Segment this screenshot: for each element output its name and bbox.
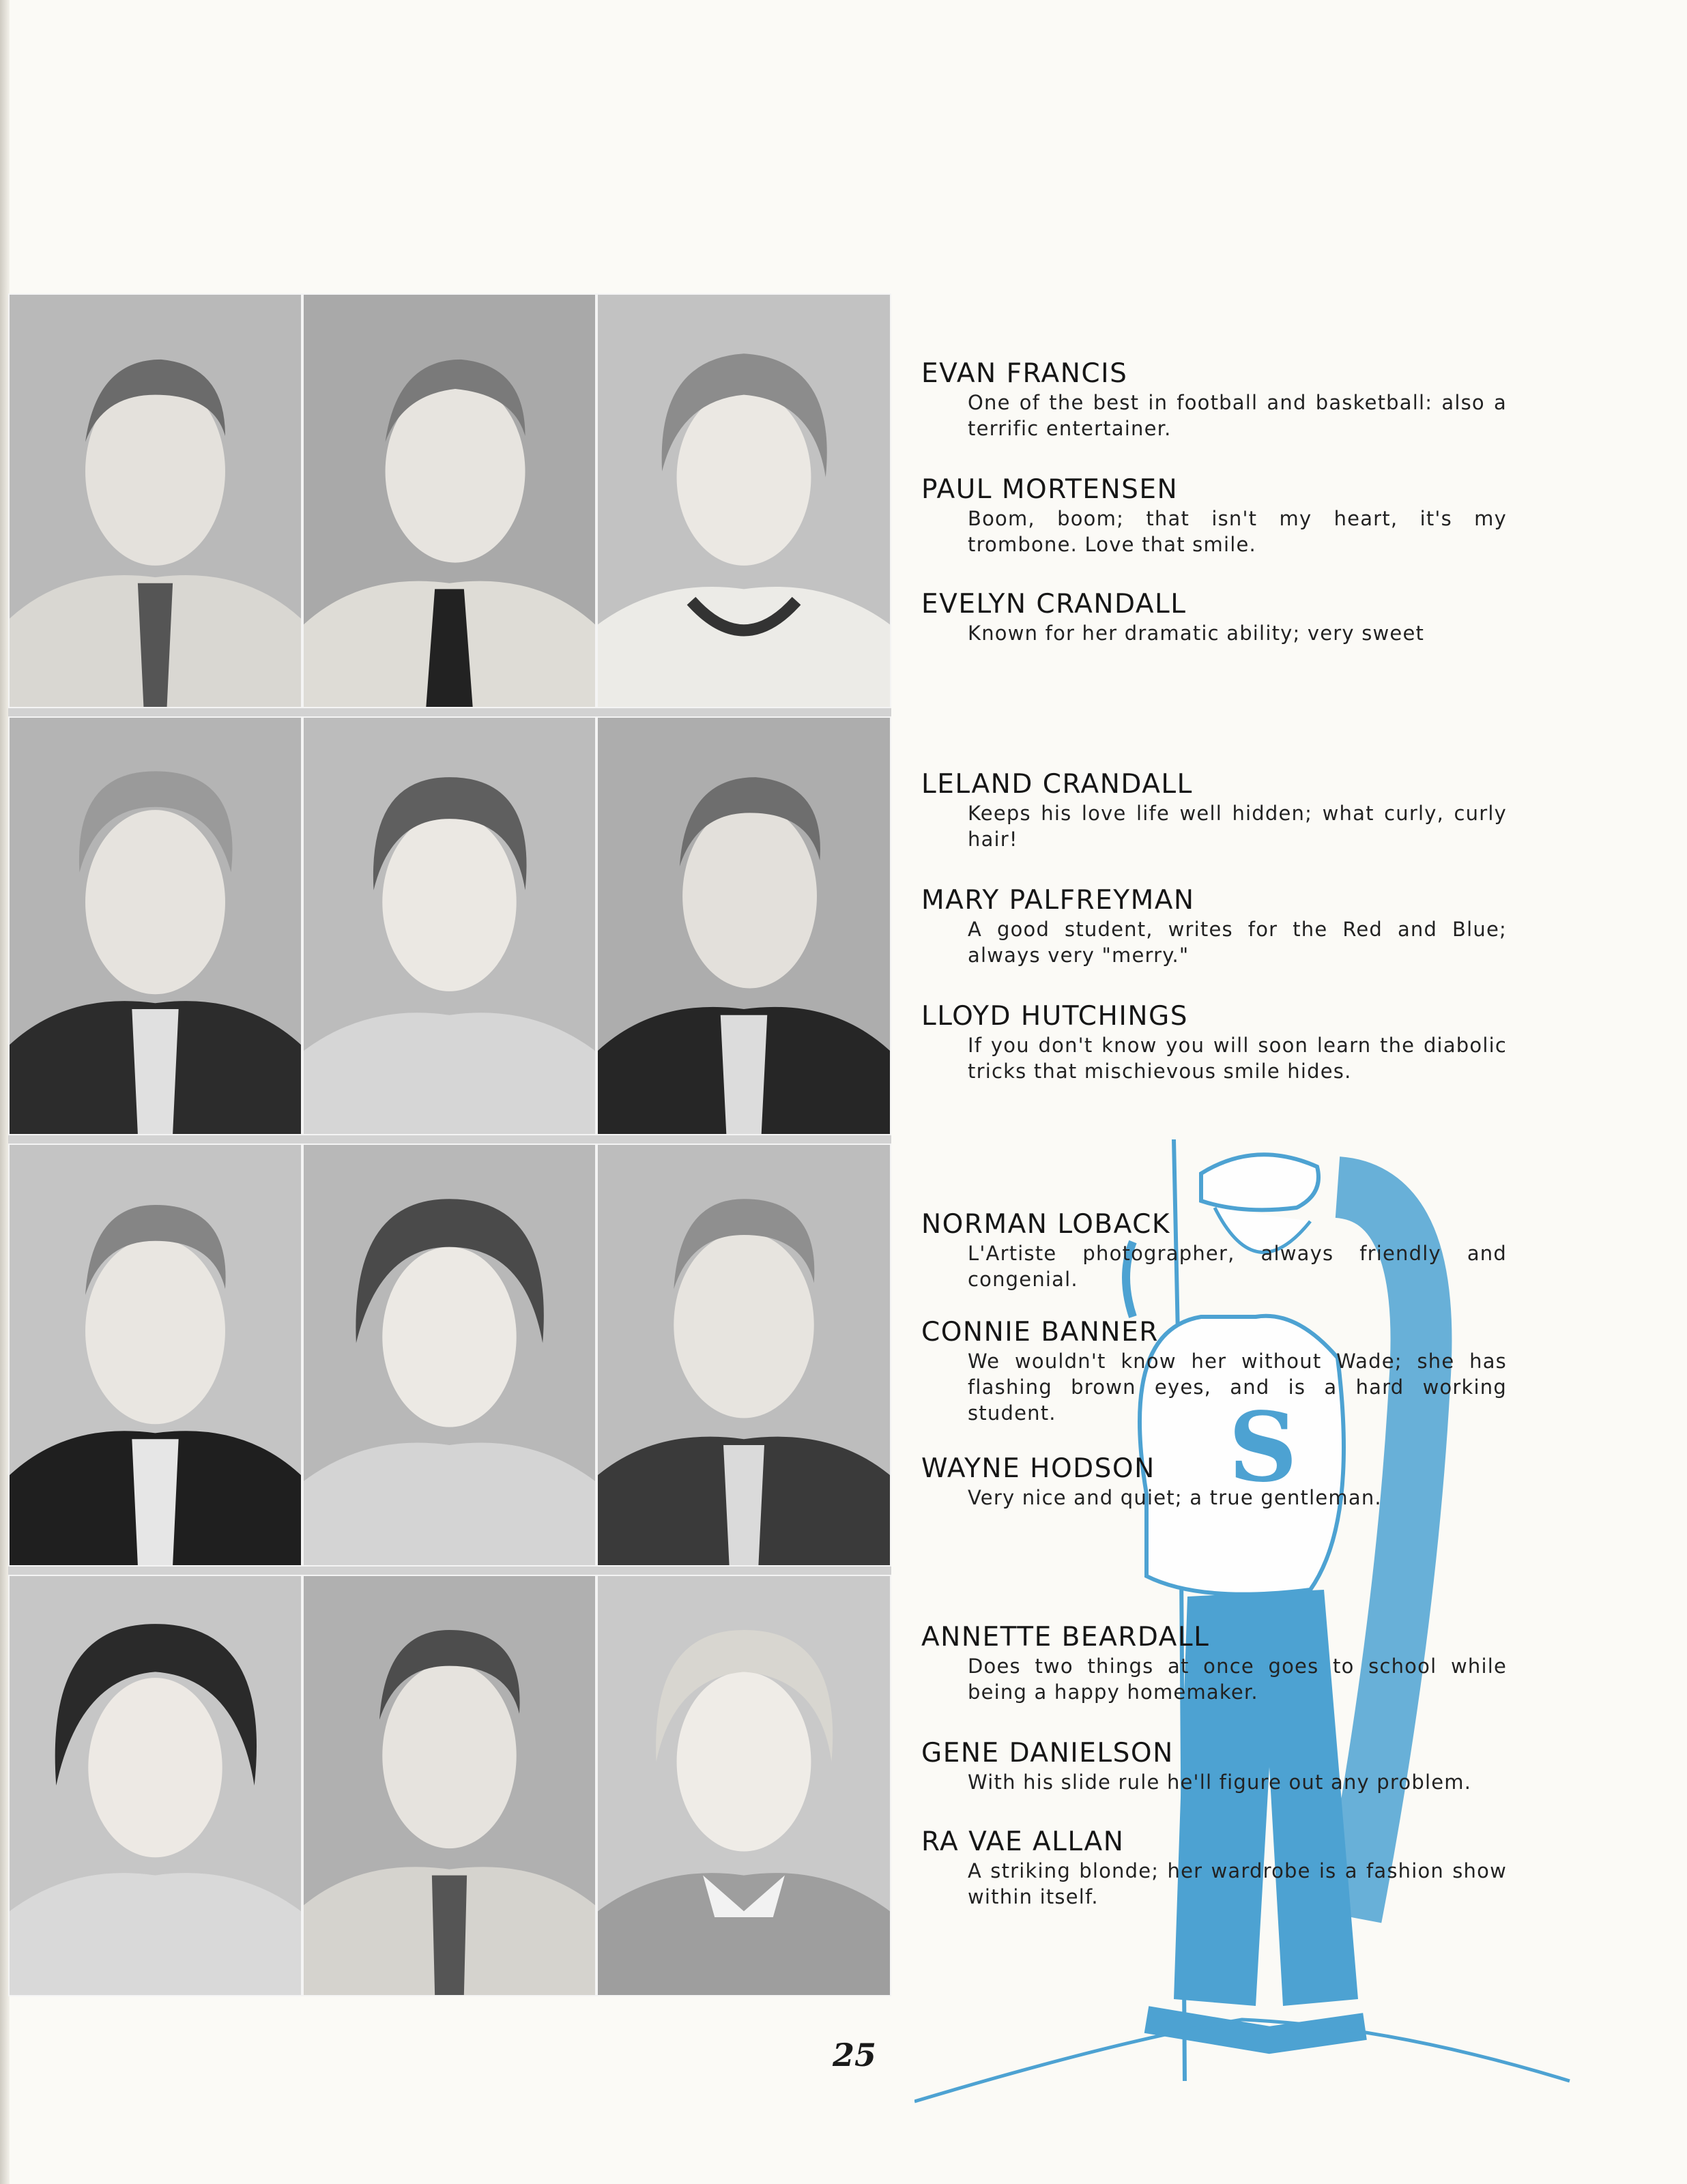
student-name: NORMAN LOBACK xyxy=(921,1209,1170,1240)
portrait-photo-evelyn-crandall xyxy=(596,293,891,708)
student-entry xyxy=(921,885,1508,968)
student-name: EVELYN CRANDALL xyxy=(921,589,1187,620)
portrait-photo-mary-palfreyman xyxy=(302,716,596,1135)
student-entry xyxy=(921,1738,1508,1795)
portrait-photo-connie-banner xyxy=(302,1144,596,1567)
student-name: CONNIE BANNER xyxy=(921,1317,1159,1348)
portrait-photo-grid xyxy=(8,293,891,1996)
student-description: One of the best in football and basketball: also a terrific entertainer. xyxy=(968,391,1507,440)
student-description: With his slide rule he'll figure out any problem. xyxy=(968,1771,1472,1794)
portrait-photo-norman-loback xyxy=(8,1144,302,1567)
portrait-photo-ra-vae-allan xyxy=(596,1575,891,1996)
student-name: ANNETTE BEARDALL xyxy=(921,1622,1210,1652)
student-description: We wouldn't know her without Wade; she has flashing brown eyes, and is a hard working student. xyxy=(968,1350,1507,1425)
student-name: EVAN FRANCIS xyxy=(921,358,1128,389)
student-description: L'Artiste photographer, always friendly and congenial. xyxy=(968,1242,1507,1291)
page-number: 25 xyxy=(833,2037,877,2073)
student-description: Very nice and quiet; a true gentleman. xyxy=(968,1486,1382,1509)
student-name: LLOYD HUTCHINGS xyxy=(921,1001,1189,1032)
student-entry xyxy=(921,1209,1508,1292)
portrait-photo-lloyd-hutchings xyxy=(596,716,891,1135)
student-description: A striking blonde; her wardrobe is a fashion show within itself. xyxy=(968,1859,1507,1908)
student-description: Keeps his love life well hidden; what curly, curly hair! xyxy=(968,802,1507,851)
student-description: A good student, writes for the Red and Blue; always very "merry." xyxy=(968,918,1507,967)
student-description: Known for her dramatic ability; very sweet xyxy=(968,622,1425,645)
portrait-photo-evan-francis xyxy=(8,293,302,708)
portrait-photo-gene-danielson xyxy=(302,1575,596,1996)
student-entry xyxy=(921,1317,1508,1426)
student-name: WAYNE HODSON xyxy=(921,1453,1155,1484)
student-entry xyxy=(921,1453,1508,1511)
student-entry xyxy=(921,1622,1508,1705)
student-name: MARY PALFREYMAN xyxy=(921,885,1195,916)
student-name: GENE DANIELSON xyxy=(921,1738,1174,1768)
student-description: If you don't know you will soon learn the diabolic tricks that mischievous smile hides. xyxy=(968,1034,1507,1083)
student-description: Boom, boom; that isn't my heart, it's my trombone. Love that smile. xyxy=(968,507,1507,556)
student-entry xyxy=(921,358,1508,441)
student-description: Does two things at once goes to school while being a happy homemaker. xyxy=(968,1655,1507,1704)
portrait-photo-annette-beardall xyxy=(8,1575,302,1996)
student-entry xyxy=(921,769,1508,852)
portrait-photo-wayne-hodson xyxy=(596,1144,891,1567)
student-entry xyxy=(921,474,1508,557)
student-entry xyxy=(921,1001,1508,1084)
student-name: LELAND CRANDALL xyxy=(921,769,1193,800)
student-entry xyxy=(921,1826,1508,1910)
portrait-photo-paul-mortensen xyxy=(302,293,596,708)
student-name: RA VAE ALLAN xyxy=(921,1826,1125,1857)
mascot-sweater-letter: S xyxy=(1228,1392,1298,1504)
portrait-photo-leland-crandall xyxy=(8,716,302,1135)
student-name: PAUL MORTENSEN xyxy=(921,474,1179,505)
student-entry xyxy=(921,589,1508,646)
